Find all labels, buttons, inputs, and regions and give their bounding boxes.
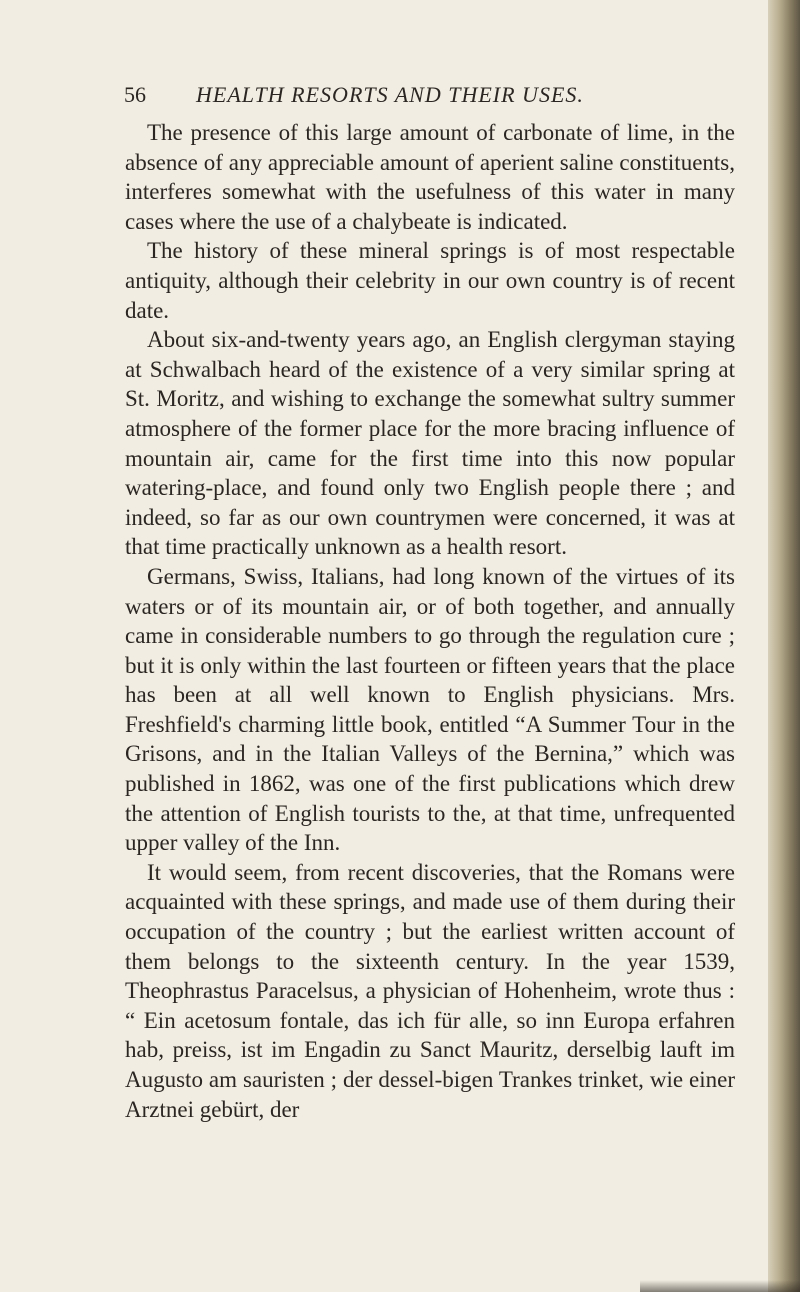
running-title: HEALTH RESORTS AND THEIR USES. [196,82,584,107]
paragraph-history: The history of these mineral springs is of most respectable antiquity, although their celebrity in our own country is of recent date. [125,238,735,323]
running-head [124,78,744,112]
page-shadow [640,1280,800,1292]
page-edge [768,0,800,1292]
paragraph-germans: Germans, Swiss, Italians, had long known of the virtues of its waters or of its mountain air, or of both together, and annually came in considerable numbers to go through the regulation cure ; but it is only within the last fourteen or fifteen years that the place has been at all well known to English physicians. Mrs. Freshfield's charming little book, entitled “A Summer Tour in the Grisons, and in the Italian Valleys of the Bernina,” which was published in 1862, was one of the first publications which drew the attention of English tourists to the, at that time, unfrequented upper valley of the Inn. [125,563,735,856]
paragraph-clergyman: About six-and-twenty years ago, an English clergyman staying at Schwalbach heard of the existence of a very similar spring at St. Moritz, and wishing to exchange the somewhat sultry summer atmosphere of the former place for the more bracing influence of mountain air, came for the first time into this now popular watering-place, and found only two English people there ; and indeed, so far as our own countrymen were concerned, it was at that time practically unknown as a health resort. [125,327,735,560]
body-text [125,118,735,1124]
paragraph-carbonate: The presence of this large amount of carbonate of lime, in the absence of any appreciable amount of aperient saline constituents, interferes somewhat with the usefulness of this water in many cases where the use of a chalybeate is indicated. [125,120,735,234]
paragraph-romans: It would seem, from recent discoveries, that the Romans were acquainted with these springs, and made use of them during their occupation of the country ; but the earliest written account of them belongs to the sixteenth century. In the year 1539, Theophrastus Paracelsus, a physician of Hohenheim, wrote thus : “ Ein acetosum fontale, das ich für alle, so inn Europa erfahren hab, preiss, ist im Engadin zu Sanct Mauritz, derselbig lauft im Augusto am sauristen ; der dessel-bigen Trankes trinket, wie einer Arztnei gebürt, der [125,859,735,1122]
page-number: 56 [124,82,146,107]
